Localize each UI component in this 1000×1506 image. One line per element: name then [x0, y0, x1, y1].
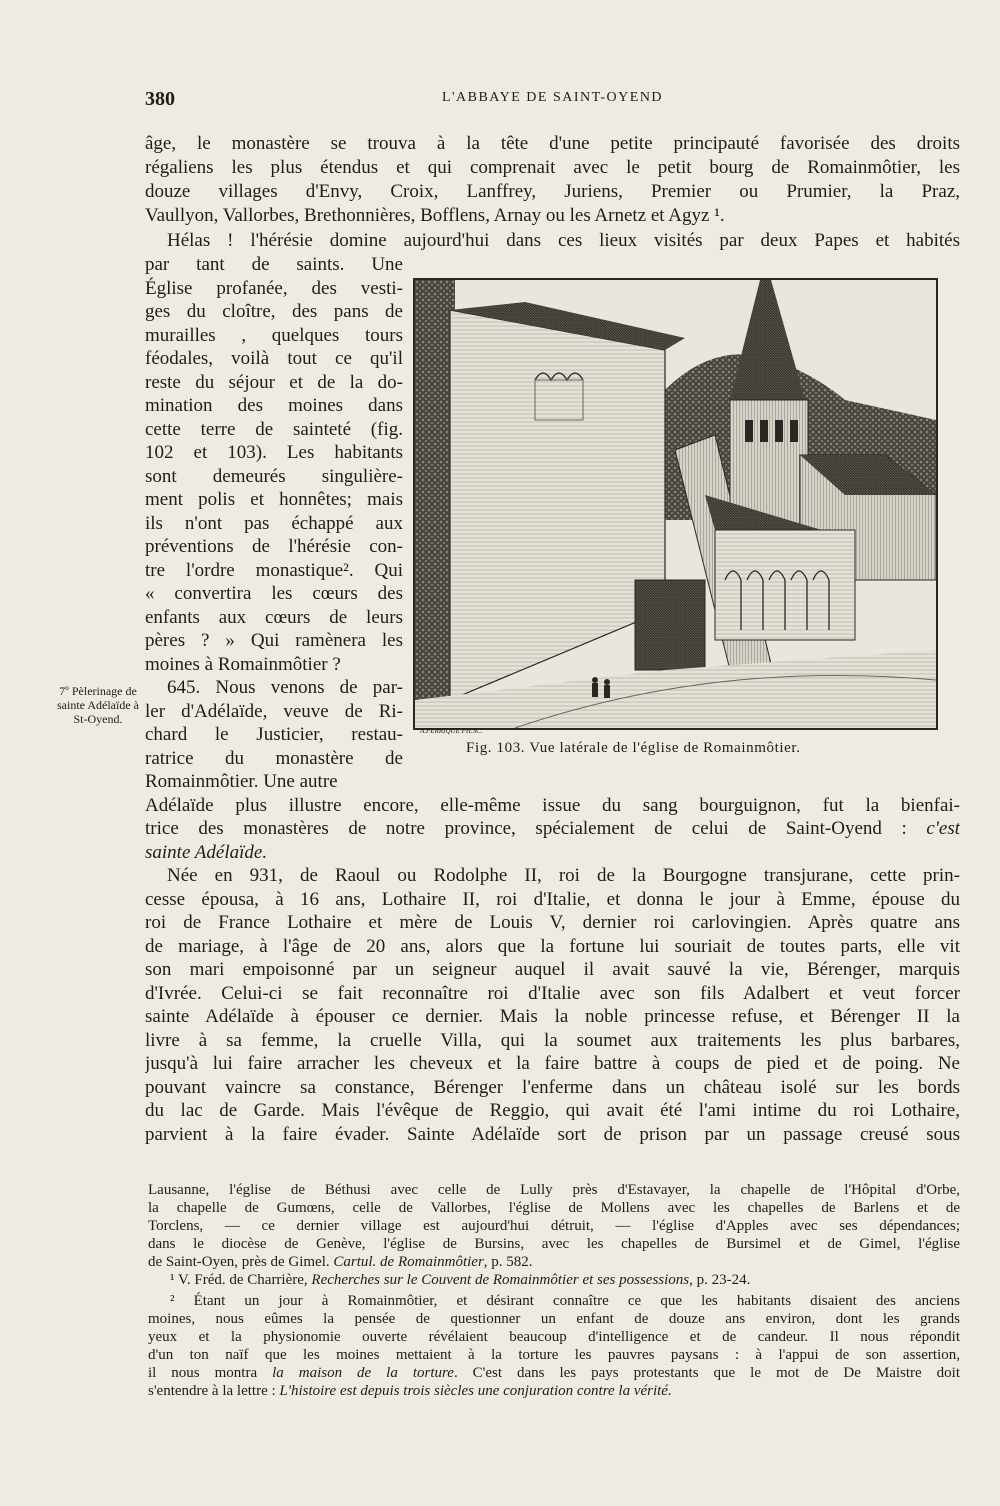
footnote-text: , p. 23-24.: [689, 1272, 751, 1288]
body-line: cesse épousa, à 16 ans, Lothaire II, roi d'Italie, et donna le jour à Emme, épouse du: [145, 889, 960, 910]
body-line: sainte Adélaïde à épouser ce dernier. Mais la noble princesse refuse, et Bérenger II la: [145, 1006, 960, 1027]
footnote-text: de Saint-Oyen, près de Gimel.: [148, 1254, 334, 1270]
body-line: 102 et 103). Les habitants: [145, 442, 403, 463]
footnote-italic: la maison de la torture: [272, 1365, 454, 1381]
body-line: régaliens les plus étendus et qui comprenait avec le petit bourg de Romainmôtier, les: [145, 157, 960, 178]
footnote-line: dans le diocèse de Genève, l'église de Bursins, avec les chapelles de Bursimel et de Gimel, l'église: [148, 1236, 960, 1252]
body-line: Église profanée, des vesti-: [145, 278, 403, 299]
body-line: sont demeurés singulière-: [145, 466, 403, 487]
page-header: [145, 88, 960, 116]
footnote-line: [148, 1253, 960, 1271]
body-line: Vaullyon, Vallorbes, Brethonnières, Bofflens, Arnay ou les Arnetz et Agyz ¹.: [145, 205, 725, 226]
body-line: livre à sa femme, la cruelle Villa, qui la soumet aux traitements les plus barbares,: [145, 1030, 960, 1051]
footnote-2-line: moines, nous eûmes la pensée de questionner un enfant de douze ans environ, dont les grands: [148, 1311, 960, 1327]
body-line: pouvant vaincre sa constance, Bérenger l'enferme dans un château isolé sur les bords: [145, 1077, 960, 1098]
footnote-text: ¹ V. Fréd. de Charrière,: [170, 1272, 312, 1288]
body-line: moines à Romainmôtier ?: [145, 654, 341, 675]
footnote-2-line: ² Étant un jour à Romainmôtier, et désirant connaître ce que les habitants disaient des anciens: [170, 1293, 960, 1309]
footnote-line: la chapelle de Gumœns, celle de Vallorbes, l'église de Mollens avec les chapelles de Barlens et de: [148, 1200, 960, 1216]
footnote-text: , p. 582.: [483, 1254, 533, 1270]
footnote-line: Lausanne, l'église de Béthusi avec celle de Lully près d'Estavayer, la chapelle de l'Hôpital d'Orbe,: [148, 1182, 960, 1198]
figure-caption: Fig. 103. Vue latérale de l'église de Romainmôtier.: [466, 740, 801, 756]
body-line: préventions de l'hérésie con-: [145, 536, 403, 557]
body-line: jusqu'à lui faire arracher les cheveux et la faire battre à coups de pied et de poing. Ne: [145, 1053, 960, 1074]
body-line: [145, 817, 960, 841]
footnote-text: il nous montra: [148, 1365, 273, 1381]
body-line: Née en 931, de Raoul ou Rodolphe II, roi de la Bourgogne transjurane, cette prin-: [167, 865, 960, 886]
footnote-2-line: d'un ton naïf que les moines mettaient à la torture les pauvres paysans : à l'appui de son assertion,: [148, 1347, 960, 1363]
body-line: tre l'ordre monastique². Qui: [145, 560, 403, 581]
page-number: 380: [145, 88, 175, 110]
body-line: ratrice du monastère de: [145, 748, 403, 769]
running-title: L'ABBAYE DE SAINT-OYEND: [441, 90, 664, 105]
body-line: chard le Justicier, restau-: [145, 724, 403, 745]
body-line: ils n'ont pas échappé aux: [145, 513, 403, 534]
body-line: ler d'Adélaïde, veuve de Ri-: [145, 701, 403, 722]
body-line: cette terre de sainteté (fig.: [145, 419, 403, 440]
body-line: par tant de saints. Une: [145, 254, 403, 275]
body-line: d'Ivrée. Celui-ci se fait reconnaître roi d'Italie avec son fils Adalbert et veut forcer: [145, 983, 960, 1004]
margin-sidenote: 7º Pèlerinage de sainte Adélaïde à St-Oyend.: [57, 684, 139, 726]
italic-phrase: c'est: [926, 818, 960, 839]
body-line: son mari empoisonné par un seigneur auquel il avait sauvé la vie, Bérenger, marquis: [145, 959, 960, 980]
footnote-1: [148, 1271, 960, 1289]
body-line-text: trice des monastères de notre province, spécialement de celui de Saint-Oyend :: [145, 818, 927, 839]
body-line: pères ? » Qui ramènera les: [145, 630, 403, 651]
footnote-2-line: [148, 1364, 960, 1382]
body-line: ges du cloître, des pans de: [145, 301, 403, 322]
body-line: roi de France Lothaire et mère de Louis V, dernier roi carlovingien. Après quatre ans: [145, 912, 960, 933]
footnote-2-line: [148, 1382, 960, 1400]
body-line: Romainmôtier. Une autre: [145, 771, 338, 792]
body-line: reste du séjour et de la do-: [145, 372, 403, 393]
body-line: douze villages d'Envy, Croix, Lanffrey, Juriens, Premier ou Prumier, la Praz,: [145, 181, 960, 202]
footnote-line: Torclens, — ce dernier village est aujourd'hui détruit, — l'église d'Apples avec ses dépendances;: [148, 1218, 960, 1234]
body-line: Hélas ! l'hérésie domine aujourd'hui dans ces lieux visités par deux Papes et habités: [167, 230, 960, 251]
body-line: de mariage, à l'âge de 20 ans, alors que la fortune lui souriait de toutes parts, elle vit: [145, 936, 960, 957]
footnote-italic: Recherches sur le Couvent de Romainmôtier et ses possessions: [311, 1272, 690, 1288]
engraver-signature: A.FERRIQUE PH.SC.: [420, 727, 483, 735]
body-line: féodales, voilà tout ce qu'il: [145, 348, 403, 369]
body-line: 645. Nous venons de par-: [167, 677, 403, 698]
body-line: sainte Adélaïde.: [145, 842, 268, 863]
body-line: mination des moines dans: [145, 395, 403, 416]
body-line: du lac de Garde. Mais l'évêque de Reggio, qui avait été l'ami intime du roi Lothaire,: [145, 1100, 960, 1121]
body-line: murailles , quelques tours: [145, 325, 403, 346]
footnote-italic: Cartul. de Romainmôtier: [333, 1254, 484, 1270]
body-line: Adélaïde plus illustre encore, elle-même issue du sang bourguignon, fut la bienfai-: [145, 795, 960, 816]
footnote-italic: L'histoire est depuis trois siècles une conjuration contre la vérité.: [279, 1383, 672, 1399]
body-line: âge, le monastère se trouva à la tête d'une petite principauté favorisée des droits: [145, 133, 960, 154]
church-engraving: [413, 278, 938, 730]
body-line: enfants aux cœurs de leurs: [145, 607, 403, 628]
body-line: « convertira les cœurs des: [145, 583, 403, 604]
body-line: ment polis et honnêtes; mais: [145, 489, 403, 510]
footnote-text: . C'est dans les pays protestants que le mot de De Maistre doit: [453, 1365, 960, 1381]
footnote-text: s'entendre à la lettre :: [148, 1383, 280, 1399]
body-line: parvient à la faire évader. Sainte Adélaïde sort de prison par un passage creusé sous: [145, 1124, 960, 1145]
footnote-2-line: yeux et la physionomie ouverte révélaient beaucoup d'intelligence et de candeur. Il nous répondit: [148, 1329, 960, 1345]
